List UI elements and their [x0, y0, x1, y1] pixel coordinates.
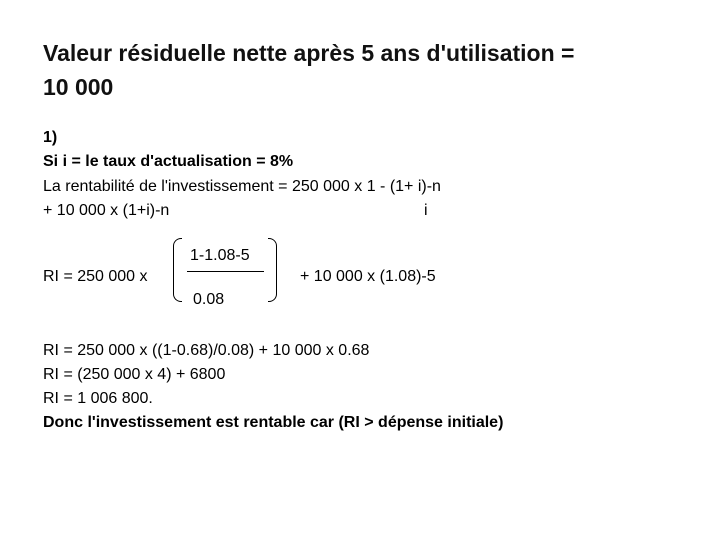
right-bracket: [268, 238, 277, 302]
calc-line-3: RI = 1 006 800.: [43, 390, 153, 407]
formula-denominator: i: [424, 202, 428, 219]
title-line-2: 10 000: [43, 74, 114, 100]
formula-line-2: + 10 000 x (1+i)-n: [43, 202, 170, 219]
left-bracket: [173, 238, 182, 302]
calc-line-2: RI = (250 000 x 4) + 6800: [43, 366, 226, 383]
title-line-1: Valeur résiduelle nette après 5 ans d'utilisation =: [43, 40, 575, 66]
formula-line-1: La rentabilité de l'investissement = 250 000 x 1 - (1+ i)-n: [43, 178, 441, 195]
fraction-denominator: 0.08: [193, 291, 225, 308]
equation-rhs: + 10 000 x (1.08)-5: [300, 268, 436, 285]
calc-line-1: RI = 250 000 x ((1-0.68)/0.08) + 10 000 x 0.68: [43, 342, 370, 359]
rate-definition: Si i = le taux d'actualisation = 8%: [43, 153, 294, 170]
section-heading: 1): [43, 129, 58, 146]
equation-lhs: RI = 250 000 x: [43, 268, 148, 285]
fraction-bar: [187, 271, 264, 272]
fraction-numerator: 1-1.08-5: [190, 247, 250, 264]
conclusion: Donc l'investissement est rentable car (RI > dépense initiale): [43, 414, 504, 431]
